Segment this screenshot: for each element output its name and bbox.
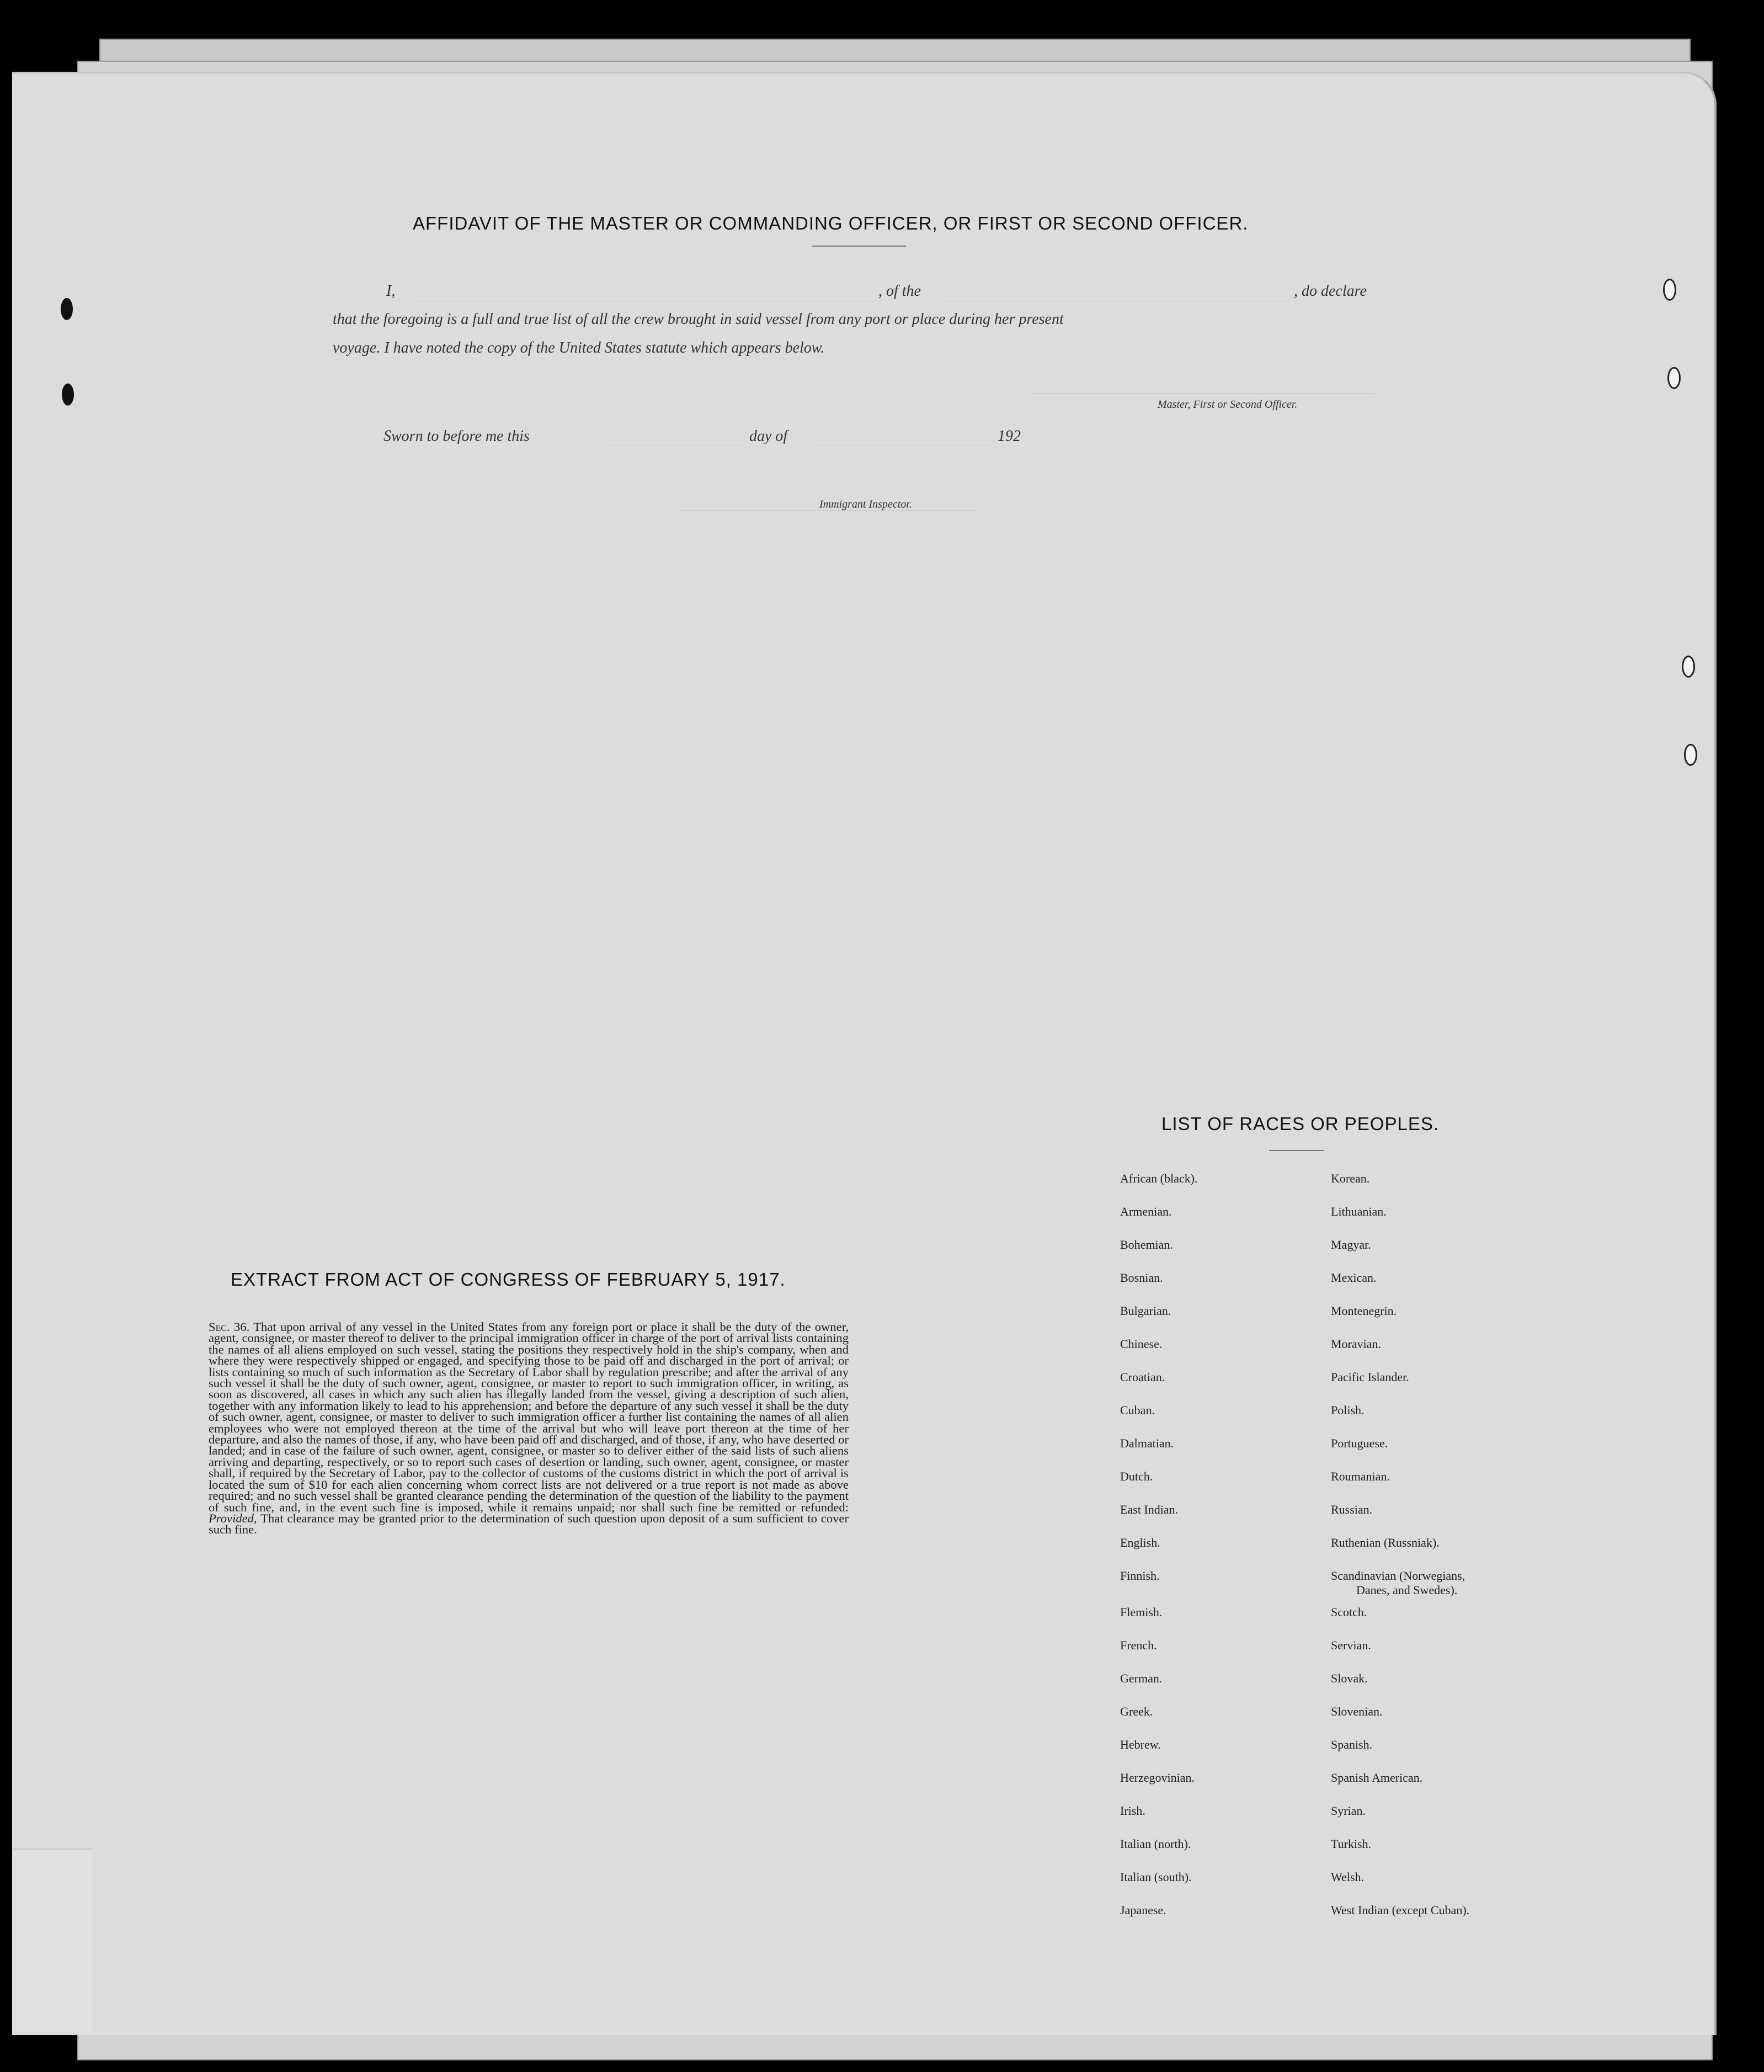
race-item: Armenian. bbox=[1120, 1205, 1172, 1218]
race-item: Spanish American. bbox=[1331, 1771, 1423, 1785]
race-item: Scotch. bbox=[1331, 1605, 1367, 1619]
race-item: Mexican. bbox=[1331, 1271, 1377, 1285]
race-item: Bosnian. bbox=[1120, 1271, 1163, 1285]
race-item: Korean. bbox=[1331, 1171, 1370, 1185]
statute-body-b: That clearance may be granted prior to the determination of such question upon deposit of a sum sufficient to cover such fine. bbox=[209, 1511, 849, 1537]
race-item: Pacific Islander. bbox=[1331, 1370, 1409, 1384]
race-item: Flemish. bbox=[1120, 1605, 1163, 1619]
provided-word: Provided, bbox=[209, 1511, 257, 1525]
punch-hole bbox=[61, 298, 73, 320]
affidavit-of-the: , of the bbox=[878, 283, 921, 300]
affidavit-title: AFFIDAVIT OF THE MASTER OR COMMANDING OFFICER, OR FIRST OR SECOND OFFICER. bbox=[413, 213, 1249, 233]
statute-body-a: That upon arrival of any vessel in the United States from any foreign port or place it shall be the duty of the owner, agent, consignee, or master thereof to deliver to the principal immigration officer in charge of the port of arrival lists containing the names of all aliens employed on such vessel, stating the positions they respectively hold in the ship's company, when and where they were respectively shipped or engaged, and specifying those to be paid off and discharged in the port of arrival; or lists containing so much of such information as the Secretary of Labor shall by regulation prescribe; and after the arrival of any such vessel it shall be the duty of such owner, agent, consignee, or master to report to such immigration officer, in writing, as soon as discovered, all cases in which any such alien has illegally landed from the vessel, giving a description of such alien, together with any information likely to lead to his apprehension; and before the departure of any such vessel it shall be the duty of such owner, agent, consignee, or master to deliver to such immigration officer a further list containing the names of all alien employees who were not employed thereon at the time of the arrival but who will leave port thereon at the time of her departure, and also the names of those, if any, who have been paid off and discharged, and of those, if any, who have deserted or landed; and in case of the failure of such owner, agent, consignee, or master so to deliver either of the said lists of such aliens arriving and departing, respectively, or so to report such cases of desertion or landing, such owner, agent, consignee, or master shall, if required by the Secretary of Labor, pay to the collector of customs of the customs district in which the port of arrival is located the sum of $10 for each alien concerning whom correct lists are not delivered or a true report is not made as above required; and no such vessel shall be granted clearance pending the determination of the question of the liability to the payment of such fine, and, in the event such fine is imposed, while it remains unpaid; nor shall such fine be remitted or refunded: bbox=[209, 1320, 849, 1514]
race-item: Bulgarian. bbox=[1120, 1304, 1171, 1318]
race-item: German. bbox=[1120, 1671, 1163, 1685]
affidavit-line-3: voyage. I have noted the copy of the United States statute which appears below. bbox=[333, 339, 825, 356]
day-of-text: day of bbox=[749, 428, 788, 445]
race-item: Servian. bbox=[1331, 1638, 1371, 1652]
race-item: Roumanian. bbox=[1331, 1469, 1390, 1483]
race-item: West Indian (except Cuban). bbox=[1331, 1903, 1470, 1917]
race-item: Syrian. bbox=[1331, 1804, 1366, 1818]
master-signature-label: Master, First or Second Officer. bbox=[1158, 398, 1298, 411]
race-item: Ruthenian (Russniak). bbox=[1331, 1536, 1440, 1549]
race-item: Hebrew. bbox=[1120, 1738, 1161, 1751]
race-item: Spanish. bbox=[1331, 1738, 1373, 1751]
inspector-label: Immigrant Inspector. bbox=[819, 498, 912, 510]
race-item: Magyar. bbox=[1331, 1238, 1371, 1251]
sworn-text: Sworn to before me this bbox=[383, 428, 530, 445]
race-item: Russian. bbox=[1331, 1503, 1373, 1516]
race-item: Portuguese. bbox=[1331, 1436, 1388, 1450]
punch-hole bbox=[1663, 279, 1676, 301]
race-item: Finnish. bbox=[1120, 1569, 1160, 1583]
page-tab bbox=[12, 1849, 92, 2032]
races-rule bbox=[1269, 1150, 1324, 1151]
affidavit-line-2: that the foregoing is a full and true list of all the crew brought in said vessel from any port or place during her present bbox=[333, 311, 1064, 328]
race-item: Cuban. bbox=[1120, 1403, 1155, 1417]
race-item: Irish. bbox=[1120, 1804, 1145, 1818]
punch-hole bbox=[1684, 744, 1697, 766]
race-item: French. bbox=[1120, 1638, 1157, 1652]
manifest-page bbox=[12, 72, 1717, 2035]
race-item: Dalmatian. bbox=[1120, 1436, 1174, 1450]
race-item: Slovenian. bbox=[1331, 1705, 1383, 1718]
race-item: Italian (south). bbox=[1120, 1870, 1192, 1884]
race-item-continued: Danes, and Swedes). bbox=[1356, 1583, 1458, 1597]
race-item: Lithuanian. bbox=[1331, 1205, 1387, 1218]
punch-hole bbox=[62, 383, 74, 406]
race-item: Italian (north). bbox=[1120, 1837, 1191, 1851]
race-item: Polish. bbox=[1331, 1403, 1365, 1417]
race-item: Chinese. bbox=[1120, 1337, 1163, 1351]
affidavit-i: I, bbox=[386, 283, 396, 300]
statute-text bbox=[209, 1322, 849, 1536]
race-item: Croatian. bbox=[1120, 1370, 1165, 1384]
race-item: Bohemian. bbox=[1120, 1238, 1173, 1251]
affidavit-declare: , do declare bbox=[1294, 283, 1367, 300]
race-item: Scandinavian (Norwegians, bbox=[1331, 1569, 1465, 1583]
race-item: Japanese. bbox=[1120, 1903, 1166, 1917]
title-rule bbox=[812, 246, 906, 247]
section-label: Sec. 36. bbox=[209, 1320, 250, 1334]
race-item: East Indian. bbox=[1120, 1503, 1179, 1516]
race-item: Welsh. bbox=[1331, 1870, 1364, 1884]
race-item: Greek. bbox=[1120, 1705, 1153, 1718]
race-item: Slovak. bbox=[1331, 1671, 1368, 1685]
extract-title: EXTRACT FROM ACT OF CONGRESS OF FEBRUARY 5, 1917. bbox=[231, 1269, 786, 1290]
race-item: English. bbox=[1120, 1536, 1160, 1549]
year-text: 192 bbox=[998, 428, 1021, 445]
race-item: Herzegovinian. bbox=[1120, 1771, 1195, 1785]
punch-hole bbox=[1667, 367, 1681, 389]
race-item: Moravian. bbox=[1331, 1337, 1382, 1351]
race-item: Turkish. bbox=[1331, 1837, 1372, 1851]
race-item: Montenegrin. bbox=[1331, 1304, 1397, 1318]
punch-hole bbox=[1682, 656, 1695, 678]
race-item: Dutch. bbox=[1120, 1469, 1153, 1483]
race-item: African (black). bbox=[1120, 1171, 1198, 1185]
races-title: LIST OF RACES OR PEOPLES. bbox=[1161, 1114, 1440, 1134]
